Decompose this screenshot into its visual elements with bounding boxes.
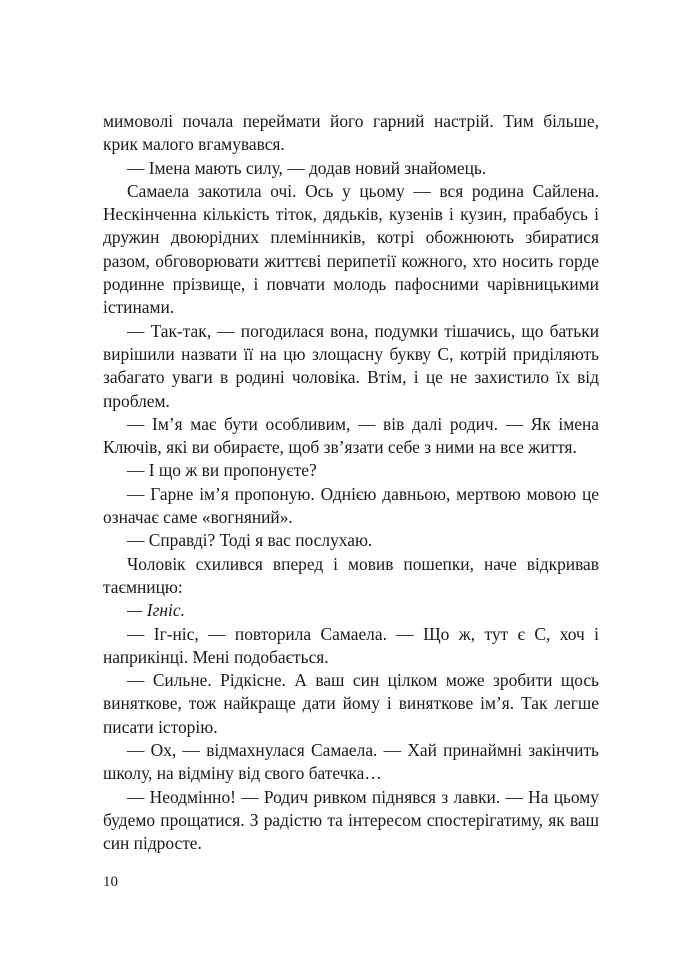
page-text [103, 110, 599, 856]
paragraph: — Ім’я має бути особливим, — вів далі родич. — Як імена Ключів, які ви обираєте, щоб зв’язати себе з ними на все життя. [103, 413, 599, 458]
paragraph: Самаела закотила очі. Ось у цьому — вся родина Сайлена. Нескінченна кількість тіток, дядьків, кузенів і кузин, прабабусь і дружин двоюрідних племінників, котрі обожнюють збиратися разом, обговорювати життєві перипетії кожного, хто носить горде родинне прізвище, і повчати молодь пафосними чарівницькими істинами. [103, 180, 599, 318]
page-number: 10 [103, 874, 118, 890]
paragraph: — І що ж ви пропонуєте? [127, 460, 317, 481]
paragraph: — Неодмінно! — Родич ривком піднявся з лавки. — На цьому будемо прощатися. З радістю та інтересом спостерігатиму, як ваш син підросте. [103, 786, 599, 854]
italic-name-text: — Ігніс. [127, 600, 185, 621]
paragraph: — Справді? Тоді я вас послухаю. [127, 530, 373, 551]
paragraph-italic-name [103, 599, 599, 622]
paragraph: — Іг-ніс, — повторила Самаела. — Що ж, тут є С, хоч і наприкінці. Мені подобається. [103, 623, 599, 667]
paragraph: — Ох, — відмахнулася Самаела. — Хай принаймні закінчить школу, на відміну від свого батечка… [103, 740, 599, 784]
paragraph: — Гарне ім’я пропоную. Однією давньою, мертвою мовою це означає саме «вогняний». [103, 483, 599, 528]
paragraph: — Сильне. Рідкісне. А ваш син цілком може зробити щось виняткове, тож найкраще дати йому і виняткове ім’я. Так легше писати історію. [103, 670, 599, 737]
paragraph: — Так-так, — погодилася вона, подумки тішачись, що батьки вирішили назвати її на цю злощасну букву С, котрій приділяють забагато уваги в родині чоловіка. Втім, і це не захистило їх від проблем. [103, 320, 599, 411]
paragraph: Чоловік схилився вперед і мовив пошепки, наче відкривав таємницю: [103, 553, 599, 597]
paragraph: мимоволі почала переймати його гарний настрій. Тим більше, крик малого вгамувався. [103, 111, 599, 155]
paragraph: — Імена мають силу, — додав новий знайомець. [127, 157, 487, 178]
